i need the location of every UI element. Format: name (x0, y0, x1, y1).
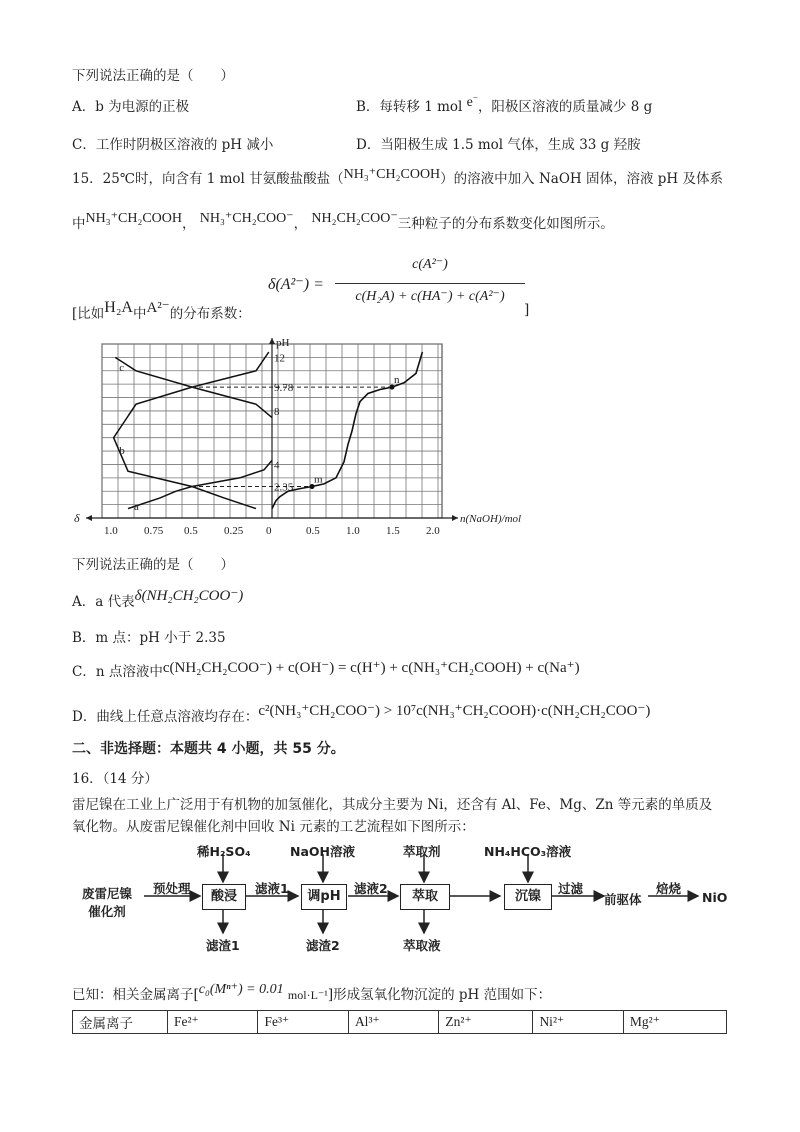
ph-curve (272, 352, 422, 509)
x-tick-label-delta: 1.0 (104, 525, 118, 537)
reagent-nh4hco3: NH₄HCO₃溶液 (484, 844, 572, 859)
flow-start: 废雷尼镍 催化剂 (82, 886, 133, 919)
table-cell: Mg²⁺ (623, 1011, 726, 1034)
box-acid-leach: 酸浸 (202, 884, 246, 910)
x-tick-label: 0.5 (306, 525, 320, 537)
electron-symbol: e− (466, 92, 478, 110)
extract-liquid: 萃取液 (403, 938, 441, 953)
x-arrow-left (86, 515, 92, 521)
q15-stem-line1: 15．25℃时，向含有 1 mol 甘氨酸盐酸盐（NH₃⁺CH₂COOH）的溶液中加入 NaOH 固体，溶液 pH 及体系 (72, 167, 723, 187)
q15-option-a: A．a 代表δ(NH₂CH₂COO⁻) (72, 588, 244, 610)
q16-known: 已知：相关金属离子[c₀(Mⁿ⁺) = 0.01 mol·L⁻¹]形成氢氧化物沉淀的 pH 范围如下： (72, 982, 552, 1003)
q14-option-d: D．当阳极生成 1.5 mol 气体，生成 33 g 羟胺 (356, 137, 641, 153)
curve-label-a: a (134, 500, 139, 513)
flow-step-pretreat: 预处理 (153, 881, 191, 896)
formula-denominator: c(H₂A) + c(HA⁻) + c(A²⁻) (355, 289, 505, 304)
x-axis-label: n(NaOH)/mol (460, 513, 522, 525)
bracket-close: ] (524, 302, 530, 318)
y-axis-label: pH (276, 337, 290, 349)
y-arrow (269, 338, 275, 344)
precursor: 前驱体 (604, 892, 642, 907)
step-calcine: 焙烧 (656, 881, 682, 896)
table-cell: 金属离子 (73, 1011, 168, 1034)
q15-option-d: D．曲线上任意点溶液均存在：c²(NH₃⁺CH₂COO⁻) > 10⁷c(NH₃⁺CH₂COOH)·c(NH₂CH₂COO⁻) (72, 703, 651, 725)
table-cell: Ni²⁺ (533, 1011, 623, 1034)
table-cell: Fe²⁺ (168, 1011, 258, 1034)
q15-prompt: 下列说法正确的是（ ） (72, 557, 234, 573)
x-tick-label-delta: 0.25 (224, 525, 244, 537)
y-tick-label: 12 (274, 352, 285, 365)
q14-option-a: A．b 为电源的正极 (72, 99, 190, 115)
q16-number: 16．（14 分） (72, 771, 158, 787)
chart-curves (114, 352, 423, 509)
table-cell: Al³⁺ (348, 1011, 438, 1034)
fraction-bar (335, 283, 525, 284)
q14-option-c: C．工作时阴极区溶液的 pH 减小 (72, 137, 274, 153)
x-tick-label: 2.0 (426, 525, 440, 537)
q16-para2: 氧化物。从废雷尼镍催化剂中回收 Ni 元素的工艺流程如下图所示： (72, 819, 475, 835)
curve-label-c: c (119, 361, 125, 374)
species-3: NH₂CH₂COO⁻ (311, 211, 398, 226)
x-tick-label-delta: 0.5 (184, 525, 198, 537)
section-heading: 二、非选择题：本题共 4 小题，共 55 分。 (72, 741, 345, 757)
q15-option-b: B．m 点：pH 小于 2.35 (72, 630, 226, 646)
reagent-extractant: 萃取剂 (403, 844, 441, 859)
residue-1: 滤渣1 (206, 938, 240, 953)
point-label-m: m (314, 473, 323, 486)
y-tick-label: 9.78 (274, 382, 294, 395)
step-filter: 过滤 (558, 881, 584, 896)
q15-example-text: [比如H₂A中A²⁻的分布系数： (72, 299, 251, 322)
y-tick-label: 8 (274, 405, 280, 418)
filtrate-2: 滤液2 (354, 881, 388, 896)
reagent-h2so4: 稀H₂SO₄ (197, 844, 251, 859)
x-tick-label-delta: 0.75 (144, 525, 164, 537)
box-extraction: 萃取 (400, 884, 450, 910)
delta-axis-label: δ (74, 511, 80, 525)
delta-curve-b (114, 352, 269, 509)
formula-lhs: δ(A²⁻) = (268, 276, 324, 293)
point-label-n: n (394, 374, 400, 387)
formula-numerator: c(A²⁻) (412, 257, 448, 272)
q14-option-b: B．每转移 1 mol e−，阳极区溶液的质量减少 8 g (356, 92, 653, 115)
x-tick-label: 0 (266, 525, 272, 537)
q15-stem-line2: 中NH₃⁺CH₂COOH， NH₃⁺CH₂COO⁻， NH₂CH₂COO⁻三种粒子的分布系数变化如图所示。 (72, 211, 614, 232)
q14-prompt: 下列说法正确的是（ ） (72, 68, 234, 84)
metal-ion-table (72, 1010, 727, 1034)
table-cell: Zn²⁺ (439, 1011, 533, 1034)
species-2: NH₃⁺CH₂COO⁻ (199, 211, 294, 226)
filtrate-1: 滤液1 (255, 881, 289, 896)
residue-2: 滤渣2 (306, 938, 340, 953)
chart-labels (74, 337, 521, 537)
box-precipitate-ni: 沉镍 (504, 884, 552, 910)
box-adjust-ph: 调pH (301, 884, 347, 910)
curve-label-b: b (119, 444, 125, 457)
glycine-hcl-formula: NH₃⁺CH₂COOH (343, 167, 441, 182)
table-cell: Fe³⁺ (258, 1011, 348, 1034)
species-1: NH₃⁺CH₂COOH (85, 211, 182, 226)
table-row (73, 1011, 727, 1034)
distribution-chart (72, 336, 542, 546)
reagent-naoh: NaOH溶液 (290, 844, 355, 859)
x-tick-label: 1.5 (386, 525, 400, 537)
y-tick-label: 2.35 (274, 481, 294, 494)
x-arrow-right (452, 515, 458, 521)
x-tick-label: 1.0 (346, 525, 360, 537)
chart-axes (86, 338, 458, 521)
q16-para1: 雷尼镍在工业上广泛用于有机物的加氢催化，其成分主要为 Ni，还含有 Al、Fe、Mg、Zn 等元素的单质及 (72, 797, 713, 813)
y-tick-label: 4 (274, 459, 280, 472)
q15-option-c: C．n 点溶液中c(NH₂CH₂COO⁻) + c(OH⁻) = c(H⁺) + c(NH₃⁺CH₂COOH) + c(Na⁺) (72, 660, 580, 680)
product-nio: NiO (702, 890, 728, 905)
